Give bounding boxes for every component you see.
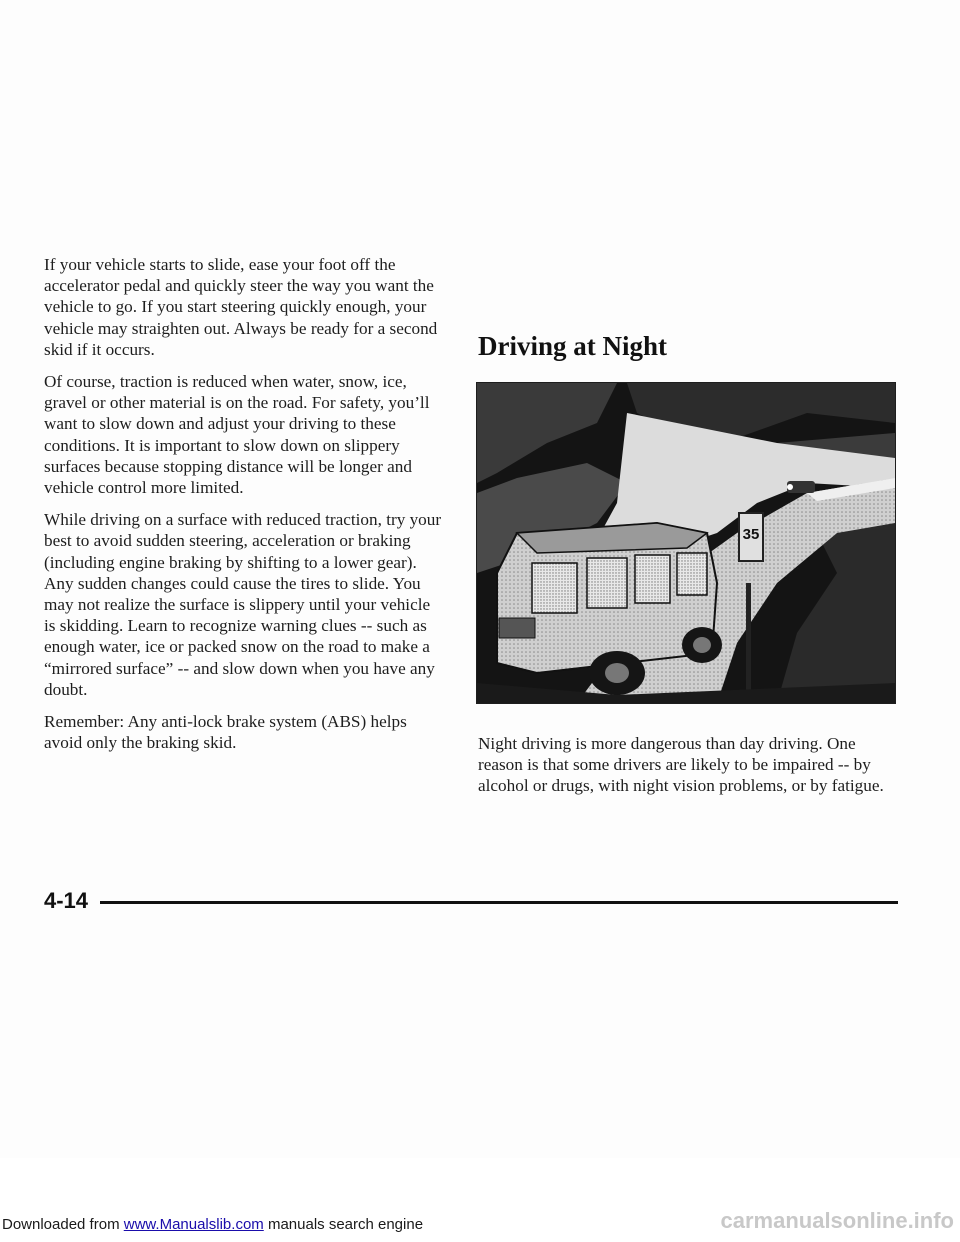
page-number: 4-14 bbox=[44, 888, 89, 913]
paragraph-traction: Of course, traction is reduced when water, snow, ice, gravel or other material is on the road. For safety, you’ll want to slow down and adjust your driving to these conditions. It is important to slow down on slippery surfaces because stopping distance will be longer and vehicle control more limited. bbox=[44, 372, 430, 498]
paragraph-reduced-traction: While driving on a surface with reduced traction, try your best to avoid sudden steering, acceleration or braking (including engine braking by shifting to a lower gear). Any sudden changes could cause the tires to slide. You may not realize the surface is slippery until your vehicle is skidding. Learn to recognize warning clues -- such as enough water, ice or packed snow on the road to make a “mirrored surface” -- and slow down when you have any doubt. bbox=[44, 510, 442, 699]
sign-post bbox=[746, 583, 751, 693]
download-notice bbox=[2, 1216, 423, 1233]
watermark-logo: carmanualsonline.info bbox=[720, 1208, 954, 1233]
paragraph-night-driving: Night driving is more dangerous than day driving. One reason is that some drivers are likely to be impaired -- by alcohol or drugs, with night vision problems, or by fatigue. bbox=[478, 734, 884, 796]
right-column bbox=[478, 733, 898, 797]
paragraph-abs: Remember: Any anti-lock brake system (ABS) helps avoid only the braking skid. bbox=[44, 712, 407, 753]
illustration-svg bbox=[477, 383, 895, 703]
section-heading: Driving at Night bbox=[478, 331, 667, 361]
sign-number: 35 bbox=[742, 526, 760, 543]
download-suffix: manuals search engine bbox=[263, 1216, 424, 1233]
left-column bbox=[44, 254, 444, 764]
night-driving-illustration bbox=[476, 382, 896, 704]
manualslib-link[interactable]: www.Manualslib.com bbox=[123, 1216, 264, 1233]
footer-rule bbox=[100, 901, 898, 904]
download-prefix: Downloaded from bbox=[2, 1216, 124, 1233]
paragraph-skid-recovery: If your vehicle starts to slide, ease your foot off the accelerator pedal and quickly steer the way you want the vehicle to go. If you start steering quickly enough, your vehicle may straighten out. Always be ready for a second skid if it occurs. bbox=[44, 255, 438, 359]
